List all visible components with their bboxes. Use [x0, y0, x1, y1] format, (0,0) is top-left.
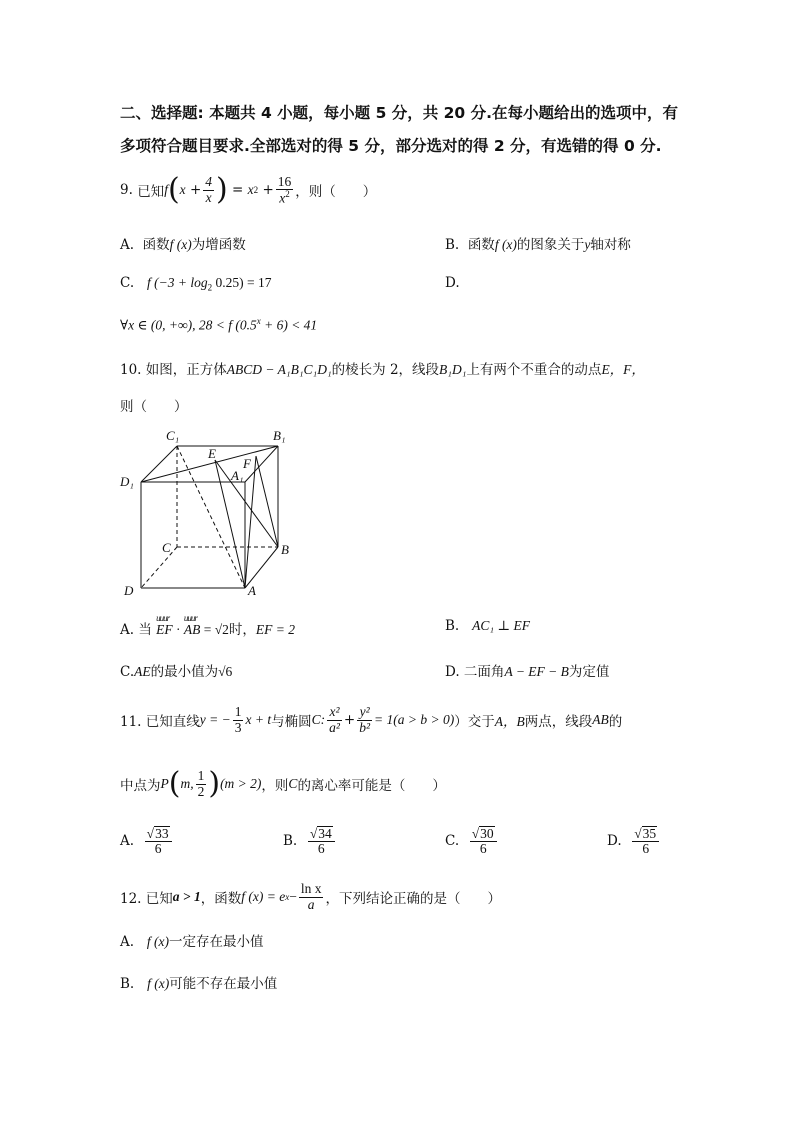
label-a: A	[248, 583, 256, 598]
q9-known: 已知	[137, 184, 165, 200]
q12-mid: ，函数	[200, 891, 242, 907]
q9-c-label: C.	[120, 275, 135, 291]
q10-d-var: A − EF − B	[504, 664, 569, 679]
q11-ellipse-y-term: $\frac{\text{y²}}{\text{b²}}$	[359, 704, 371, 735]
q11-ellipse-x-term: $\frac{\text{x²}}{\text{a²}}$	[329, 704, 340, 735]
q11-ab: A，B	[494, 714, 525, 729]
q12-a-func: f (x)	[146, 934, 170, 949]
q11-with: 与椭圆	[271, 714, 312, 730]
q11-pre: 11. 已知直线	[120, 714, 200, 730]
q11-cv: C	[288, 776, 298, 791]
q11-mcond: (m > 2)	[220, 776, 262, 791]
q9-option-d[interactable]	[445, 275, 460, 291]
q9-c-pre: f (−3 + log	[147, 275, 208, 290]
cube-figure	[112, 422, 302, 602]
q11-d-label: D.	[607, 833, 622, 850]
label-d: D	[124, 583, 134, 598]
q11-b-label: B.	[283, 833, 298, 850]
q10-c-val: √6	[218, 664, 233, 679]
q10-a-eq: = √2	[200, 622, 229, 637]
q9-d-content-sup: x	[256, 316, 261, 326]
q11-m: m,	[180, 776, 194, 791]
q10-seg: B₁D₁	[439, 362, 467, 377]
q9-b-mid: 的图象关于	[516, 237, 585, 253]
q9-b-func: f (x)	[494, 237, 517, 252]
q10-c-mid: 的最小值为	[150, 664, 219, 680]
section-heading-line2: 多项符合题目要求.全部选对的得 5 分，部分选对的得 2 分，有选错的得 0 分.	[120, 137, 662, 155]
q11-line-rest: x + t	[245, 712, 272, 727]
edge-b-a	[245, 547, 278, 588]
q9-a-func: f (x)	[169, 237, 192, 252]
q10-stem-line1	[120, 358, 645, 378]
q9-arg-x: x	[179, 182, 186, 197]
q10-cube: ABCD − A₁B₁C₁D₁	[226, 362, 332, 377]
q12-cond: a > 1	[172, 889, 201, 904]
q11-a-value: $\frac{√33}{6}$	[145, 826, 172, 856]
q11-b-value: $\frac{√34}{6}$	[308, 826, 335, 856]
q9-option-c[interactable]	[120, 275, 271, 293]
q12-ln-fraction: $\frac{\text{ln x}}{a}$	[300, 881, 322, 912]
q9-a-pre: 函数	[142, 237, 170, 253]
vector-ab: uuur AB	[183, 613, 201, 637]
q12-b-label: B.	[120, 976, 135, 992]
q9-b-label: B.	[445, 237, 460, 253]
q12-option-b[interactable]	[120, 972, 277, 992]
q11-post2: 两点，线段	[524, 714, 593, 730]
q10-a-dot: ·	[172, 622, 184, 637]
label-a1: A₁	[231, 468, 244, 483]
q11-c-value: $\frac{√30}{6}$	[470, 826, 497, 856]
q12-minus: −	[289, 889, 297, 904]
q11-cond: = 1(a > b > 0)	[374, 712, 455, 727]
q9-func: f	[164, 182, 168, 197]
q11-line2-post: 的离心率可能是（ ）	[297, 778, 446, 794]
q11-stem-line1: 11. 已知直线 y = − $\frac{1}{3}$ x + t 与椭圆 C: $\frac{\text{x²}}{\text{a²}}$ + $\frac{\text{y²}}{\text{b²}}$ = 1(a > b > 0) ）交于 A，B 两点，线段 AB 的	[120, 704, 623, 735]
q11-c-label: C.	[445, 833, 460, 850]
q12-fx-sup: x	[285, 892, 290, 902]
q11-ellipse: C:	[311, 712, 326, 727]
line-e-b	[215, 460, 278, 547]
label-c1: C₁	[166, 428, 180, 443]
label-c: C	[162, 540, 171, 555]
q12-pre: 12. 已知	[120, 891, 173, 907]
q9-rhs-sup: 2	[253, 185, 259, 195]
q9-fraction-4-over-x: $\frac{4}{x}$	[205, 174, 213, 205]
q11-option-b[interactable]	[283, 826, 337, 856]
q9-tail: ，则（ ）	[295, 184, 377, 200]
q9-option-d-content	[120, 316, 317, 334]
q11-line2-pre: 中点为	[120, 778, 161, 794]
q10-d-post: 为定值	[568, 664, 610, 680]
q9-b-post: 轴对称	[590, 237, 631, 253]
q11-p: P	[160, 776, 169, 791]
q9-d-content-b: + 6) < 41	[260, 317, 318, 333]
q11-line-y: y = −	[199, 712, 231, 727]
q11-seg: AB	[592, 712, 609, 727]
q10-c-var: AE	[134, 664, 151, 679]
q9-d-content-a: ∀x ∈ (0, +∞), 28 < f (0.5	[120, 317, 257, 333]
q10-c-label: C.	[120, 664, 135, 680]
q10-post: 上有两个不重合的动点	[466, 362, 602, 378]
q10-option-d[interactable]	[445, 660, 609, 680]
q12-a-text: 一定存在最小值	[169, 934, 264, 950]
q10-b-text: AC₁ ⊥ EF	[472, 618, 530, 633]
label-b: B	[281, 542, 289, 557]
q12-post: ，下列结论正确的是（ ）	[325, 891, 501, 907]
q11-post: ）交于	[454, 714, 495, 730]
q9-fraction-16-over-x2: $\frac{16}{x^2}$	[277, 173, 292, 206]
edge-d1-c1	[141, 446, 177, 482]
q9-b-var: y	[584, 237, 591, 252]
q10-pts: E，F，	[601, 362, 645, 377]
section-heading-line1: 二、选择题: 本题共 4 小题，每小题 5 分，共 20 分.在每小题给出的选项中，有	[120, 104, 679, 122]
q9-a-post: 为增函数	[191, 237, 246, 253]
q12-b-func: f (x)	[147, 976, 170, 991]
vector-ef: uuur EF	[156, 613, 173, 637]
q10-a-ef: EF = 2	[255, 622, 296, 637]
q9-number: 9.	[120, 182, 133, 198]
q11-option-a[interactable]	[120, 826, 174, 856]
q12-stem	[120, 876, 501, 918]
q10-a-post: 时，	[228, 622, 256, 638]
q11-stem-line2: 中点为 P ( m, $\frac{1}{2}$ ) (m > 2) ，则 C 的离心率可能是（ ）	[120, 766, 446, 801]
hidden-c-d	[141, 547, 177, 588]
q9-a-label: A.	[120, 237, 135, 253]
q9-rhs-x: x	[247, 182, 254, 197]
q10-a-label: A. 当	[120, 622, 152, 638]
q9-stem: 9. 已知 f ( x + $\frac{4}{x}$ ) = x 2 + $\frac{16}{x^2}$ ，则（ ）	[120, 172, 377, 207]
q9-b-pre: 函数	[467, 237, 495, 253]
q11-a-label: A.	[120, 833, 135, 850]
q10-stem-line2: 则（ ）	[120, 399, 188, 415]
q10-b-label: B.	[445, 618, 460, 634]
q10-option-a[interactable]	[120, 613, 296, 638]
q9-option-a[interactable]	[120, 233, 246, 253]
q12-option-a[interactable]	[120, 930, 264, 950]
q10-pre: 10. 如图，正方体	[120, 362, 227, 378]
q11-slope-fraction: $\frac{1}{3}$	[234, 704, 242, 735]
line-f-b	[256, 456, 278, 547]
q11-end: 的	[608, 714, 623, 730]
q9-d-label: D.	[445, 275, 460, 291]
q9-c-post: 0.25) = 17	[212, 275, 272, 290]
q12-a-label: A.	[120, 934, 135, 950]
label-d1: D₁	[120, 474, 134, 489]
q11-option-c[interactable]	[445, 826, 499, 856]
q11-line2-mid: ，则	[261, 778, 289, 794]
q11-half-fraction: $\frac{1}{2}$	[197, 768, 205, 799]
q10-option-b[interactable]	[445, 618, 530, 634]
q12-fx: f (x) = e	[241, 889, 286, 904]
label-f: F	[243, 456, 251, 471]
q11-option-d[interactable]	[607, 826, 661, 856]
label-e: E	[208, 446, 216, 461]
label-b1: B₁	[273, 428, 286, 443]
q9-c-sub: 2	[207, 282, 213, 293]
q9-option-b[interactable]	[445, 233, 631, 253]
q10-d-label: D. 二面角	[445, 664, 505, 680]
q10-mid: 的棱长为 2，线段	[331, 362, 440, 378]
q12-b-text: 可能不存在最小值	[169, 976, 278, 992]
q11-d-value: $\frac{√35}{6}$	[632, 826, 659, 856]
q10-option-c[interactable]	[120, 660, 232, 680]
